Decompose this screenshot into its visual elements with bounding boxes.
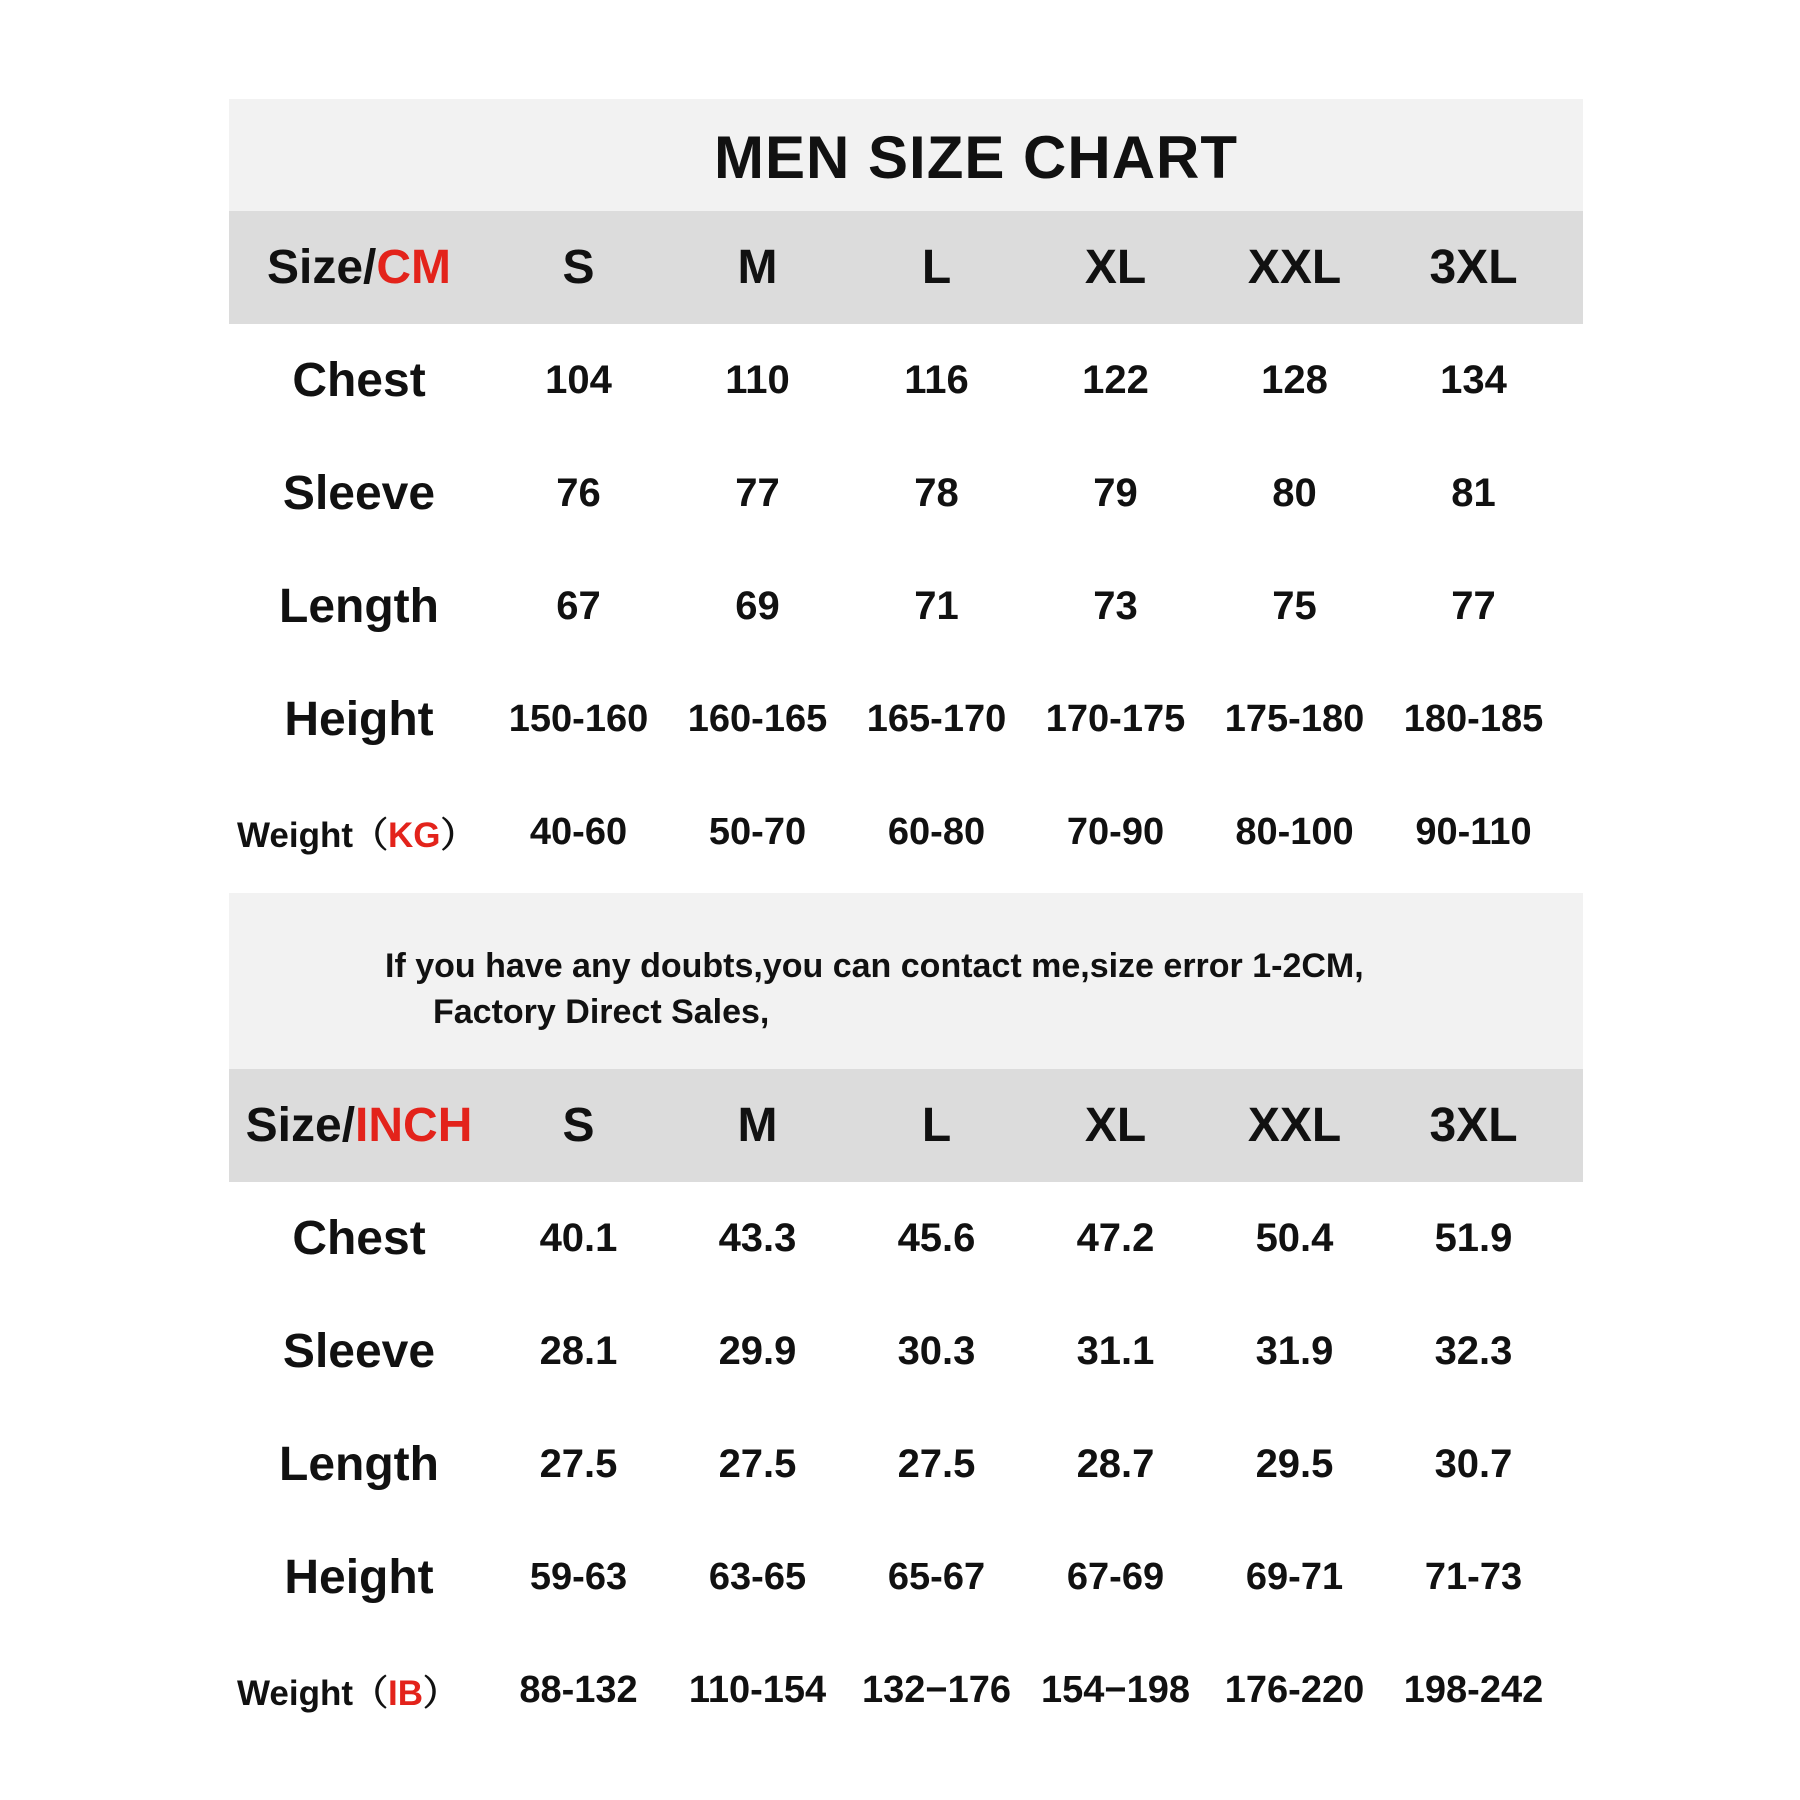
note-line-1: If you have any doubts,you can contact me,size error 1-2CM,: [385, 947, 1364, 985]
size-chart-sheet: [229, 99, 1583, 1747]
table-cell: 165-170: [866, 698, 1007, 740]
size-l: L: [921, 1099, 952, 1152]
size-s: S: [562, 241, 595, 294]
table-cell: 198-242: [1403, 1669, 1544, 1711]
table-cell: 71-73: [1424, 1556, 1523, 1598]
table-cell: 160-165: [687, 698, 828, 740]
table-cell: 30.7: [1434, 1442, 1513, 1486]
table-cell: 51.9: [1434, 1216, 1513, 1260]
table-cell: 132−176: [862, 1669, 1011, 1711]
cm-weight-row: [229, 776, 1583, 889]
row-label: Height: [284, 693, 434, 746]
table-cell: 28.1: [539, 1329, 618, 1373]
inch-height-row: [229, 1521, 1583, 1634]
table-cell: 65-67: [887, 1556, 986, 1598]
table-cell: 170-175: [1045, 698, 1186, 740]
inch-chest-row: [229, 1182, 1583, 1295]
chart-title: MEN SIZE CHART: [714, 124, 1238, 191]
table-cell: 90-110: [1415, 811, 1532, 853]
table-cell: 69: [735, 584, 780, 628]
table-cell: 110-154: [688, 1669, 827, 1711]
row-label: Length: [279, 1438, 439, 1491]
table-cell: 80-100: [1235, 811, 1354, 853]
table-cell: 47.2: [1076, 1216, 1155, 1260]
row-label: Sleeve: [282, 467, 436, 520]
table-cell: 76: [556, 471, 601, 515]
cm-header-prefix: Size/: [266, 241, 377, 294]
table-cell: 176-220: [1224, 1669, 1365, 1711]
table-cell: 50-70: [708, 811, 807, 853]
weight-unit-ib: IB: [388, 1673, 424, 1713]
table-cell: 59-63: [529, 1556, 628, 1598]
size-3xl: 3XL: [1429, 1099, 1518, 1152]
table-cell: 50.4: [1255, 1216, 1334, 1260]
size-note: [385, 943, 1364, 1035]
table-cell: 77: [735, 471, 780, 515]
table-cell: 122: [1082, 358, 1149, 402]
cm-header-row: [229, 211, 1583, 324]
inch-length-row: [229, 1408, 1583, 1521]
table-cell: 45.6: [897, 1216, 976, 1260]
table-cell: 31.1: [1076, 1329, 1155, 1373]
table-cell: 154−198: [1041, 1669, 1190, 1711]
cm-height-row: [229, 663, 1583, 776]
table-cell: 28.7: [1076, 1442, 1155, 1486]
row-label: Sleeve: [282, 1325, 436, 1378]
cm-unit: CM: [376, 241, 452, 294]
table-cell: 27.5: [897, 1442, 976, 1486]
size-xxl: XXL: [1247, 1099, 1342, 1152]
table-cell: 29.5: [1255, 1442, 1334, 1486]
table-cell: 81: [1451, 471, 1496, 515]
table-cell: 40.1: [539, 1216, 618, 1260]
inch-weight-row: [229, 1634, 1583, 1747]
weight-label-text: Weight（: [237, 815, 389, 855]
table-cell: 116: [904, 358, 969, 402]
weight-label-close: ）: [423, 1673, 459, 1713]
table-cell: 67: [556, 584, 601, 628]
row-label: Length: [279, 580, 439, 633]
table-cell: 104: [545, 358, 612, 402]
weight-label: [229, 1666, 489, 1716]
weight-label-text: Weight（: [237, 1673, 389, 1713]
table-cell: 71: [914, 584, 959, 628]
cm-length-row: [229, 550, 1583, 663]
table-cell: 70-90: [1066, 811, 1165, 853]
cm-chest-row: [229, 324, 1583, 437]
table-cell: 31.9: [1255, 1329, 1334, 1373]
table-cell: 27.5: [539, 1442, 618, 1486]
title-band: [229, 99, 1583, 211]
cm-sleeve-row: [229, 437, 1583, 550]
table-cell: 32.3: [1434, 1329, 1513, 1373]
table-cell: 67-69: [1066, 1556, 1165, 1598]
table-cell: 63-65: [708, 1556, 807, 1598]
weight-label: [229, 808, 489, 858]
size-l: L: [921, 241, 952, 294]
table-cell: 30.3: [897, 1329, 976, 1373]
table-cell: 40-60: [529, 811, 628, 853]
row-label: Chest: [292, 354, 426, 407]
table-cell: 60-80: [887, 811, 986, 853]
table-cell: 77: [1451, 584, 1496, 628]
table-cell: 79: [1093, 471, 1138, 515]
table-cell: 75: [1272, 584, 1317, 628]
inch-header-label: [229, 1098, 489, 1153]
table-cell: 134: [1440, 358, 1507, 402]
size-m: M: [737, 241, 778, 294]
table-cell: 180-185: [1403, 698, 1544, 740]
inch-header-prefix: Size/: [245, 1099, 356, 1152]
size-s: S: [562, 1099, 595, 1152]
row-label: Height: [284, 1551, 434, 1604]
size-3xl: 3XL: [1429, 241, 1518, 294]
table-cell: 80: [1272, 471, 1317, 515]
table-cell: 150-160: [508, 698, 649, 740]
size-m: M: [737, 1099, 778, 1152]
weight-label-close: ）: [440, 815, 476, 855]
size-xxl: XXL: [1247, 241, 1342, 294]
table-cell: 43.3: [718, 1216, 797, 1260]
inch-sleeve-row: [229, 1295, 1583, 1408]
table-cell: 175-180: [1224, 698, 1365, 740]
weight-unit-kg: KG: [388, 815, 441, 855]
row-label: Chest: [292, 1212, 426, 1265]
note-line-2: Factory Direct Sales,: [433, 993, 770, 1031]
inch-unit: INCH: [355, 1099, 473, 1152]
table-cell: 128: [1261, 358, 1328, 402]
table-cell: 27.5: [718, 1442, 797, 1486]
table-cell: 73: [1093, 584, 1138, 628]
table-cell: 78: [914, 471, 959, 515]
cm-header-label: [229, 240, 489, 295]
size-xl: XL: [1084, 241, 1147, 294]
size-xl: XL: [1084, 1099, 1147, 1152]
table-cell: 29.9: [718, 1329, 797, 1373]
inch-header-row: [229, 1069, 1583, 1182]
table-cell: 110: [725, 358, 790, 402]
table-cell: 88-132: [519, 1669, 638, 1711]
note-band: [229, 893, 1583, 1069]
table-cell: 69-71: [1245, 1556, 1344, 1598]
